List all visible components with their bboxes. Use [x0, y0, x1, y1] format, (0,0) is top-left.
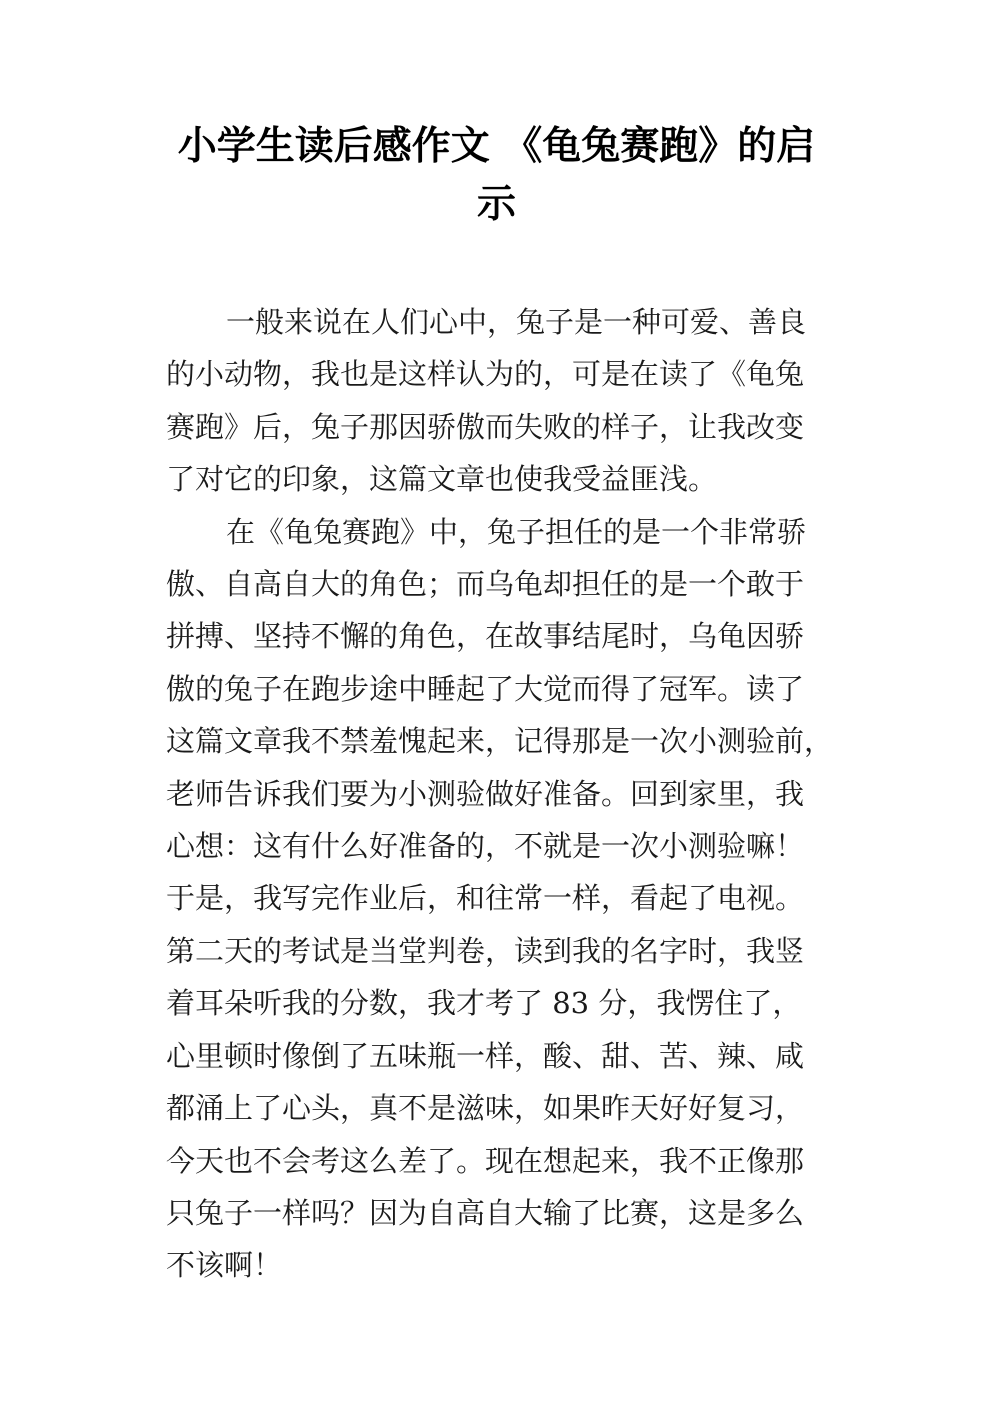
paragraph-line: 于是，我写完作业后，和往常一样，看起了电视。: [166, 881, 805, 916]
paragraph-line: 一般来说在人们心中，兔子是一种可爱、善良: [226, 305, 807, 339]
paragraph-line: 心里顿时像倒了五味瓶一样，酸、甜、苦、辣、咸: [166, 1038, 805, 1073]
title-line-2: 示: [476, 182, 516, 227]
paragraph-line: 不该啊！: [166, 1248, 283, 1283]
paragraph-line: 傲的兔子在跑步途中睡起了大觉而得了冠军。读了: [166, 671, 805, 706]
paragraph-line: 这篇文章我不禁羞愧起来，记得那是一次小测验前，: [166, 724, 834, 759]
paragraph-line: 第二天的考试是当堂判卷，读到我的名字时，我竖: [166, 933, 805, 968]
paragraph-line: 傲、自高自大的角色；而乌龟却担任的是一个敢于: [166, 567, 805, 602]
paragraph-line: 的小动物，我也是这样认为的，可是在读了《龟兔: [166, 357, 805, 392]
document-body: [166, 296, 846, 1292]
document-title: [160, 118, 833, 234]
paragraph-line: 赛跑》后，兔子那因骄傲而失败的样子，让我改变: [166, 409, 805, 444]
paragraph-line: 老师告诉我们要为小测验做好准备。回到家里，我: [166, 776, 805, 811]
paragraph-line: 拼搏、坚持不懈的角色，在故事结尾时，乌龟因骄: [166, 619, 805, 654]
paragraph-line: 都涌上了心头，真不是滋味，如果昨天好好复习，: [166, 1091, 805, 1126]
paragraph-line: 了对它的印象，这篇文章也使我受益匪浅。: [166, 462, 718, 497]
paragraph-line: 今天也不会考这么差了。现在想起来，我不正像那: [166, 1143, 805, 1178]
paragraph-1: [166, 296, 846, 506]
title-line-1: 小学生读后感作文 《龟兔赛跑》的启: [177, 124, 816, 169]
paragraph-2: [166, 506, 846, 1292]
paragraph-line: 着耳朵听我的分数，我才考了 83 分，我愣住了，: [166, 986, 802, 1021]
paragraph-line: 只兔子一样吗？因为自高自大输了比赛，这是多么: [166, 1195, 805, 1230]
paragraph-line: 心想：这有什么好准备的，不就是一次小测验嘛！: [166, 829, 805, 864]
paragraph-line: 在《龟兔赛跑》中，兔子担任的是一个非常骄: [226, 514, 807, 549]
